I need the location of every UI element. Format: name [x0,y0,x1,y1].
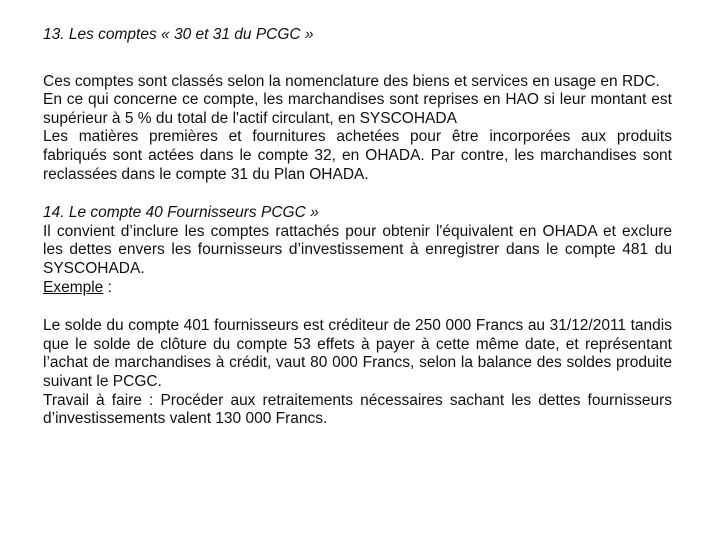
section-14-title: 14. Le compte 40 Fournisseurs PCGC » [43,204,319,222]
example-label: Exemple [43,278,104,296]
spacer [43,184,672,204]
document-page [43,26,672,429]
section-14-paragraph: Il convient d’inclure les comptes rattachés pour obtenir l'équivalent en OHADA et exclure les dettes envers les fournisseurs d’investissement à enregistrer dans le compte 481 du SYSCOHADA. [43,222,672,277]
example-heading [43,279,672,298]
spacer [43,297,672,317]
section-13-title: 13. Les comptes « 30 et 31 du PCGC » [43,26,314,43]
task-paragraph: Travail à faire : Procéder aux retraitements nécessaires sachant les dettes fournisseurs d’investissements valent 130 000 Francs. [43,391,672,428]
section-13-paragraph-3: Les matières premières et fournitures achetées pour être incorporées aux produits fabriqués sont actées dans le compte 32, en OHADA. Par contre, les marchandises sont reclassées dans le compte 31 du Plan OHADA. [43,128,672,183]
section-13-paragraph-1: Ces comptes sont classés selon la nomenclature des biens et services en usage en RDC. [43,72,660,90]
section-13-paragraph-2: En ce qui concerne ce compte, les marchandises sont reprises en HAO si leur montant est supérieur à 5 % du total de l'actif circulant, en SYSCOHADA [43,91,672,127]
spacer [43,45,672,73]
example-paragraph: Le solde du compte 401 fournisseurs est créditeur de 250 000 Francs au 31/12/2011 tandis que le solde de clôture du compte 53 effets à payer à cette même date, et représentant l’achat de marchandises à crédit, vaut 80 000 Francs, selon la balance des soldes produite suivant le PCGC. [43,317,672,390]
example-suffix: : [103,278,112,296]
